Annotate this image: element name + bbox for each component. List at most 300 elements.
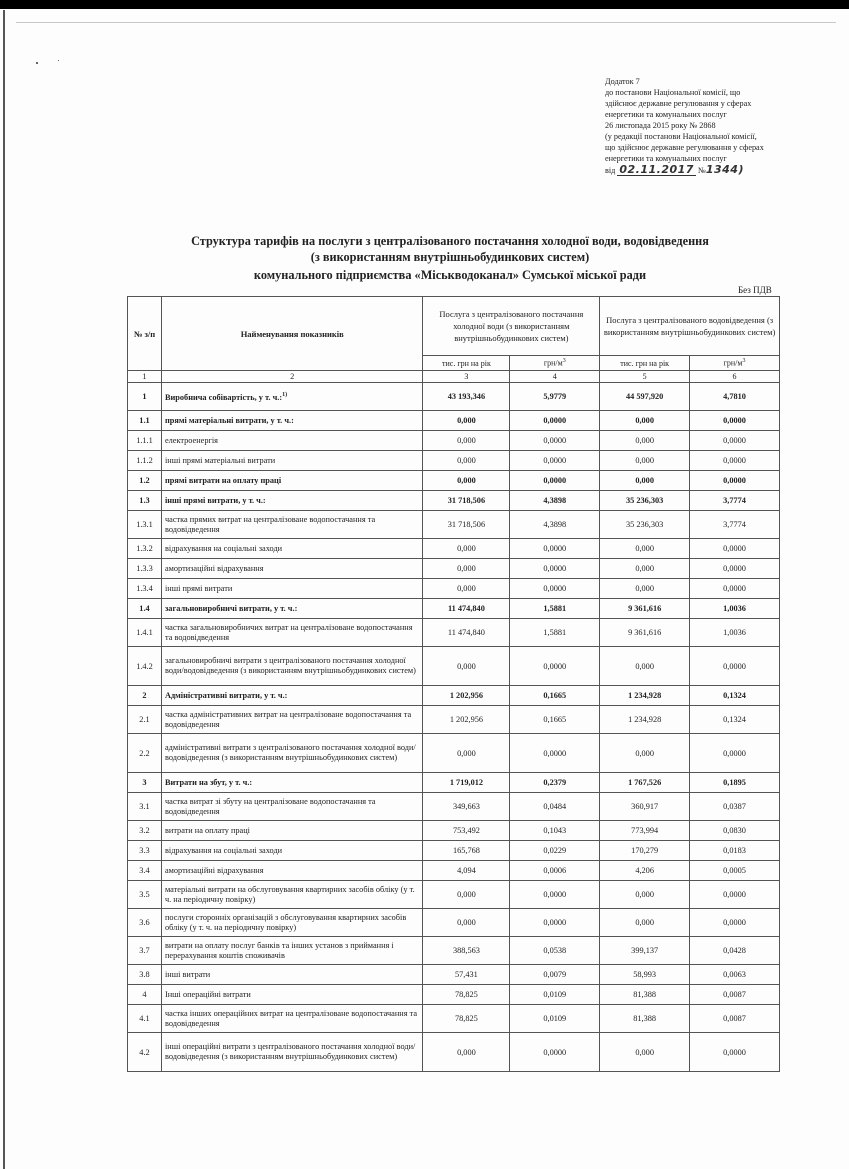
row-code-text: 2.1 bbox=[139, 715, 150, 724]
water-thousand-uah-per-year bbox=[423, 539, 510, 559]
row-name bbox=[161, 579, 423, 599]
sewage-thousand-uah-per-year bbox=[600, 909, 690, 937]
scan-speck bbox=[36, 62, 38, 64]
water-thousand-uah-per-year-text: 753,492 bbox=[452, 826, 480, 835]
sewage-thousand-uah-per-year-text: 399,137 bbox=[631, 946, 659, 955]
water-uah-per-m3 bbox=[510, 411, 600, 431]
water-uah-per-m3-text: 0,0109 bbox=[543, 1014, 567, 1023]
water-uah-per-m3 bbox=[510, 491, 600, 511]
col-number: 3 bbox=[423, 371, 510, 383]
water-thousand-uah-per-year-text: 0,000 bbox=[457, 918, 476, 927]
water-thousand-uah-per-year bbox=[423, 511, 510, 539]
row-name-text: Інші операційні витрати bbox=[164, 989, 251, 999]
row-code bbox=[128, 909, 162, 937]
row-name bbox=[161, 383, 423, 411]
sewage-uah-per-m3 bbox=[690, 451, 780, 471]
row-name-text: загальновиробничі витрати з централізованого постачання холодної води/водовідведення (з використанням внутрішньобудинкових систем) bbox=[164, 656, 416, 675]
water-thousand-uah-per-year bbox=[423, 965, 510, 985]
sewage-uah-per-m3 bbox=[690, 909, 780, 937]
water-uah-per-m3-text: 0,0000 bbox=[543, 456, 567, 465]
row-code bbox=[128, 619, 162, 647]
row-code-text: 3.7 bbox=[139, 946, 150, 955]
col-number: 2 bbox=[161, 371, 423, 383]
water-thousand-uah-per-year-text: 1 202,956 bbox=[449, 715, 484, 724]
water-thousand-uah-per-year bbox=[423, 1005, 510, 1033]
row-name bbox=[161, 909, 423, 937]
water-thousand-uah-per-year-text: 0,000 bbox=[457, 456, 476, 465]
sewage-uah-per-m3-text: 0,0000 bbox=[723, 416, 746, 425]
row-name-text: прямі витрати на оплату праці bbox=[164, 475, 282, 485]
appendix-line: здійснює державне регулювання у сферах bbox=[605, 99, 752, 108]
water-thousand-uah-per-year bbox=[423, 431, 510, 451]
water-uah-per-m3 bbox=[510, 773, 600, 793]
table-row bbox=[128, 965, 780, 985]
water-thousand-uah-per-year-text: 0,000 bbox=[457, 1047, 476, 1057]
row-name-text: інші операційні витрати з централізованого постачання холодної води/водовідведення (з використанням внутрішньобудинкових систем) bbox=[164, 1042, 416, 1061]
sewage-thousand-uah-per-year-text: 0,000 bbox=[635, 416, 654, 425]
appendix-line: енергетики та комунальних послуг bbox=[605, 154, 727, 163]
table-row bbox=[128, 881, 780, 909]
sewage-thousand-uah-per-year bbox=[600, 491, 690, 511]
row-name-text: інші витрати bbox=[164, 969, 211, 979]
row-name bbox=[161, 881, 423, 909]
sewage-thousand-uah-per-year bbox=[600, 599, 690, 619]
sewage-thousand-uah-per-year bbox=[600, 965, 690, 985]
water-thousand-uah-per-year-text: 78,825 bbox=[455, 990, 478, 999]
water-uah-per-m3 bbox=[510, 1005, 600, 1033]
water-uah-per-m3-text: 0,0000 bbox=[543, 544, 567, 553]
water-uah-per-m3-text: 0,0229 bbox=[543, 846, 567, 855]
sewage-thousand-uah-per-year bbox=[600, 937, 690, 965]
water-thousand-uah-per-year bbox=[423, 706, 510, 734]
sewage-thousand-uah-per-year-text: 35 236,303 bbox=[625, 520, 664, 529]
row-code bbox=[128, 985, 162, 1005]
row-name bbox=[161, 647, 423, 686]
sewage-uah-per-m3 bbox=[690, 881, 780, 909]
sewage-thousand-uah-per-year-text: 1 767,526 bbox=[628, 778, 662, 787]
appendix-line: енергетики та комунальних послуг bbox=[605, 110, 727, 119]
row-name bbox=[161, 937, 423, 965]
row-name bbox=[161, 471, 423, 491]
sewage-thousand-uah-per-year-text: 0,000 bbox=[635, 564, 654, 573]
row-code-text: 1.3.1 bbox=[136, 520, 153, 529]
sewage-uah-per-m3-text: 3,7774 bbox=[723, 520, 746, 529]
row-code-text: 1.3.4 bbox=[136, 584, 153, 593]
sewage-uah-per-m3-text: 0,1895 bbox=[723, 778, 746, 787]
water-thousand-uah-per-year-text: 1 719,012 bbox=[449, 778, 484, 787]
sewage-thousand-uah-per-year bbox=[600, 985, 690, 1005]
row-name bbox=[161, 793, 423, 821]
appendix-line: до постанови Національної комісії, що bbox=[605, 88, 741, 97]
row-code bbox=[128, 491, 162, 511]
row-name-text: відрахування на соціальні заходи bbox=[164, 543, 283, 553]
sewage-uah-per-m3-text: 0,1324 bbox=[723, 715, 746, 724]
water-uah-per-m3-text: 0,0000 bbox=[543, 748, 567, 758]
sewage-uah-per-m3-text: 0,0000 bbox=[723, 918, 746, 927]
sewage-uah-per-m3 bbox=[690, 937, 780, 965]
water-uah-per-m3 bbox=[510, 579, 600, 599]
sewage-thousand-uah-per-year bbox=[600, 471, 690, 491]
water-thousand-uah-per-year-text: 0,000 bbox=[457, 416, 476, 425]
sewage-uah-per-m3-text: 0,0183 bbox=[723, 846, 746, 855]
row-name-text: Витрати на збут, у т. ч.: bbox=[164, 777, 253, 787]
water-uah-per-m3 bbox=[510, 734, 600, 773]
header-group-sewage: Послуга з централізованого водовідведення (з використанням внутрішньобудинкових систем) bbox=[600, 297, 780, 356]
sewage-uah-per-m3 bbox=[690, 985, 780, 1005]
unit-m3-text: грн/м bbox=[543, 358, 563, 368]
col-number: 6 bbox=[690, 371, 780, 383]
water-uah-per-m3 bbox=[510, 965, 600, 985]
row-name bbox=[161, 706, 423, 734]
row-name bbox=[161, 559, 423, 579]
sewage-thousand-uah-per-year bbox=[600, 881, 690, 909]
water-uah-per-m3-text: 0,0000 bbox=[543, 476, 567, 485]
water-thousand-uah-per-year bbox=[423, 861, 510, 881]
sewage-thousand-uah-per-year-text: 170,279 bbox=[631, 846, 659, 855]
row-code bbox=[128, 1005, 162, 1033]
sewage-thousand-uah-per-year bbox=[600, 411, 690, 431]
table-row bbox=[128, 985, 780, 1005]
water-thousand-uah-per-year-text: 165,768 bbox=[452, 846, 480, 855]
row-name bbox=[161, 686, 423, 706]
water-uah-per-m3-text: 0,2379 bbox=[543, 778, 567, 787]
water-uah-per-m3-text: 0,0000 bbox=[543, 1047, 567, 1057]
header-number: № з/п bbox=[128, 297, 162, 371]
enterprise-name: комунального підприємства «Міськводоканал» Сумської міської ради bbox=[253, 268, 647, 282]
sewage-uah-per-m3 bbox=[690, 821, 780, 841]
sewage-uah-per-m3 bbox=[690, 383, 780, 411]
sewage-thousand-uah-per-year-text: 9 361,616 bbox=[628, 604, 662, 613]
unit-m3-text: грн/м bbox=[723, 358, 743, 368]
sewage-uah-per-m3-text: 3,7774 bbox=[723, 496, 746, 505]
table-row bbox=[128, 511, 780, 539]
water-thousand-uah-per-year-text: 4,094 bbox=[457, 866, 476, 875]
sewage-uah-per-m3 bbox=[690, 686, 780, 706]
sewage-thousand-uah-per-year bbox=[600, 559, 690, 579]
water-uah-per-m3 bbox=[510, 881, 600, 909]
row-code bbox=[128, 559, 162, 579]
sewage-uah-per-m3-text: 0,0000 bbox=[723, 661, 746, 671]
row-code bbox=[128, 647, 162, 686]
row-name bbox=[161, 965, 423, 985]
sewage-thousand-uah-per-year-text: 773,994 bbox=[631, 826, 659, 835]
document-subtitle: (з використанням внутрішньобудинкових систем) bbox=[310, 250, 590, 264]
row-code-text: 1.4.1 bbox=[136, 628, 153, 637]
water-thousand-uah-per-year-text: 0,000 bbox=[457, 544, 476, 553]
date-prefix: від bbox=[605, 166, 616, 175]
water-uah-per-m3-text: 0,0006 bbox=[543, 866, 567, 875]
sewage-thousand-uah-per-year-text: 0,000 bbox=[635, 436, 654, 445]
row-code bbox=[128, 773, 162, 793]
sewage-thousand-uah-per-year bbox=[600, 861, 690, 881]
header-unit-year: тис. грн на рік bbox=[600, 356, 690, 371]
water-thousand-uah-per-year bbox=[423, 619, 510, 647]
sewage-thousand-uah-per-year bbox=[600, 734, 690, 773]
sewage-uah-per-m3-text: 1,0036 bbox=[723, 604, 746, 613]
sewage-uah-per-m3 bbox=[690, 647, 780, 686]
water-uah-per-m3-text: 0,0000 bbox=[543, 584, 567, 593]
row-code bbox=[128, 734, 162, 773]
water-thousand-uah-per-year bbox=[423, 821, 510, 841]
water-uah-per-m3 bbox=[510, 451, 600, 471]
appendix-line: (у редакції постанови Національної комісії, bbox=[605, 132, 757, 141]
sewage-thousand-uah-per-year-text: 0,000 bbox=[635, 1047, 654, 1057]
row-code-text: 2.2 bbox=[139, 748, 150, 758]
water-thousand-uah-per-year-text: 0,000 bbox=[457, 661, 476, 671]
row-code bbox=[128, 965, 162, 985]
table-row bbox=[128, 471, 780, 491]
sewage-uah-per-m3-text: 0,1324 bbox=[723, 691, 746, 700]
appendix-line: 26 листопада 2015 року № 2868 bbox=[605, 121, 716, 130]
sewage-uah-per-m3-text: 0,0000 bbox=[723, 584, 746, 593]
header-group-water: Послуга з централізованого постачання холодної води (з використанням внутрішньобудинкових систем) bbox=[423, 297, 600, 356]
table-header-row bbox=[128, 297, 780, 356]
appendix-line: що здійснює державне регулювання у сферах bbox=[605, 143, 764, 152]
sewage-uah-per-m3-text: 0,0000 bbox=[723, 476, 746, 485]
sewage-uah-per-m3-text: 0,0000 bbox=[723, 436, 746, 445]
unit-m3-sup: 3 bbox=[562, 358, 566, 365]
header-unit-m3 bbox=[510, 356, 600, 371]
sewage-uah-per-m3 bbox=[690, 411, 780, 431]
table-row bbox=[128, 1033, 780, 1072]
water-uah-per-m3-text: 1,5881 bbox=[543, 628, 567, 637]
water-thousand-uah-per-year bbox=[423, 383, 510, 411]
handwritten-date: 02.11.2017 bbox=[619, 163, 694, 176]
sewage-thousand-uah-per-year-text: 0,000 bbox=[635, 918, 654, 927]
water-thousand-uah-per-year bbox=[423, 881, 510, 909]
water-uah-per-m3-text: 0,0079 bbox=[543, 970, 567, 979]
header-name: Найменування показників bbox=[161, 297, 423, 371]
row-code bbox=[128, 599, 162, 619]
sewage-uah-per-m3 bbox=[690, 559, 780, 579]
water-thousand-uah-per-year bbox=[423, 411, 510, 431]
water-thousand-uah-per-year-text: 43 193,346 bbox=[447, 392, 486, 401]
water-uah-per-m3-text: 0,1665 bbox=[543, 691, 567, 700]
table-row bbox=[128, 773, 780, 793]
water-thousand-uah-per-year bbox=[423, 491, 510, 511]
sewage-uah-per-m3-text: 0,0830 bbox=[723, 826, 746, 835]
water-uah-per-m3-text: 0,0000 bbox=[543, 890, 567, 899]
sewage-uah-per-m3-text: 0,0000 bbox=[723, 1047, 746, 1057]
table-row bbox=[128, 686, 780, 706]
sewage-thousand-uah-per-year-text: 0,000 bbox=[635, 748, 654, 758]
appendix-note bbox=[605, 76, 805, 176]
row-code-text: 1.2 bbox=[139, 476, 150, 485]
row-code bbox=[128, 383, 162, 411]
sewage-thousand-uah-per-year bbox=[600, 841, 690, 861]
row-code bbox=[128, 471, 162, 491]
row-code-text: 1 bbox=[142, 392, 147, 401]
sewage-uah-per-m3 bbox=[690, 706, 780, 734]
water-uah-per-m3 bbox=[510, 511, 600, 539]
table-row bbox=[128, 706, 780, 734]
row-name-text: відрахування на соціальні заходи bbox=[164, 845, 283, 855]
water-thousand-uah-per-year-text: 31 718,506 bbox=[447, 520, 486, 529]
row-code-text: 3.1 bbox=[139, 802, 150, 811]
row-code bbox=[128, 431, 162, 451]
water-uah-per-m3-text: 0,0000 bbox=[543, 436, 567, 445]
scan-fold-line bbox=[16, 22, 836, 23]
unit-m3-sup: 3 bbox=[742, 358, 746, 365]
water-uah-per-m3-text: 0,0538 bbox=[543, 946, 567, 955]
table-row bbox=[128, 647, 780, 686]
water-uah-per-m3 bbox=[510, 686, 600, 706]
row-name bbox=[161, 491, 423, 511]
water-uah-per-m3-text: 4,3898 bbox=[543, 496, 567, 505]
water-thousand-uah-per-year-text: 11 474,840 bbox=[447, 604, 485, 613]
row-name bbox=[161, 1033, 423, 1072]
row-code bbox=[128, 937, 162, 965]
sewage-thousand-uah-per-year bbox=[600, 821, 690, 841]
water-thousand-uah-per-year bbox=[423, 1033, 510, 1072]
sewage-uah-per-m3 bbox=[690, 1005, 780, 1033]
sewage-thousand-uah-per-year bbox=[600, 773, 690, 793]
row-name-text: Адміністративні витрати, у т. ч.: bbox=[164, 690, 288, 700]
water-uah-per-m3 bbox=[510, 985, 600, 1005]
col-number: 5 bbox=[600, 371, 690, 383]
water-uah-per-m3-text: 0,0109 bbox=[543, 990, 567, 999]
sewage-uah-per-m3-text: 1,0036 bbox=[723, 628, 746, 637]
footnote-marker: 1) bbox=[282, 392, 288, 399]
sewage-uah-per-m3 bbox=[690, 491, 780, 511]
table-row bbox=[128, 579, 780, 599]
water-uah-per-m3 bbox=[510, 431, 600, 451]
row-name bbox=[161, 821, 423, 841]
water-uah-per-m3-text: 5,9779 bbox=[543, 392, 567, 401]
row-code-text: 3.4 bbox=[139, 866, 150, 875]
water-uah-per-m3-text: 0,0000 bbox=[543, 661, 567, 671]
table-row bbox=[128, 411, 780, 431]
table-row bbox=[128, 861, 780, 881]
sewage-thousand-uah-per-year bbox=[600, 706, 690, 734]
row-code bbox=[128, 686, 162, 706]
row-name-text: послуги сторонніх організацій з обслуговування квартирних засобів обліку (у т. ч. на періодичну повірку) bbox=[164, 912, 407, 932]
water-thousand-uah-per-year-text: 1 202,956 bbox=[449, 691, 484, 700]
sewage-uah-per-m3-text: 0,0000 bbox=[723, 748, 746, 758]
sewage-uah-per-m3 bbox=[690, 734, 780, 773]
table-row bbox=[128, 793, 780, 821]
water-uah-per-m3 bbox=[510, 821, 600, 841]
water-thousand-uah-per-year bbox=[423, 937, 510, 965]
water-uah-per-m3 bbox=[510, 861, 600, 881]
closing-paren: ) bbox=[738, 163, 744, 176]
water-uah-per-m3-text: 1,5881 bbox=[543, 604, 567, 613]
table-row bbox=[128, 559, 780, 579]
scan-speck bbox=[58, 60, 59, 61]
row-name-text: витрати на оплату послуг банків та інших установ з приймання і перерахування коштів споживачів bbox=[164, 940, 394, 960]
table-row bbox=[128, 431, 780, 451]
row-name-text: загальновиробничі витрати, у т. ч.: bbox=[164, 603, 298, 613]
sewage-uah-per-m3-text: 0,0000 bbox=[723, 456, 746, 465]
table-row bbox=[128, 821, 780, 841]
sewage-uah-per-m3 bbox=[690, 431, 780, 451]
sewage-thousand-uah-per-year-text: 81,388 bbox=[633, 1014, 657, 1023]
sewage-thousand-uah-per-year bbox=[600, 431, 690, 451]
row-code-text: 4 bbox=[142, 990, 147, 999]
row-name-text: амортизаційні відрахування bbox=[164, 563, 264, 573]
table-row bbox=[128, 619, 780, 647]
water-uah-per-m3 bbox=[510, 599, 600, 619]
row-code-text: 3.5 bbox=[139, 890, 150, 899]
row-code-text: 1.4.2 bbox=[136, 661, 153, 671]
row-name bbox=[161, 841, 423, 861]
water-uah-per-m3 bbox=[510, 909, 600, 937]
water-thousand-uah-per-year bbox=[423, 793, 510, 821]
table-column-numbers-row bbox=[128, 371, 780, 383]
row-name-text: матеріальні витрати на обслуговування квартирних засобів обліку (у т. ч. на періодичну повірку) bbox=[164, 884, 415, 904]
row-name bbox=[161, 511, 423, 539]
row-name-text: частка загальновиробничих витрат на централізоване водопостачання та водовідведення bbox=[164, 622, 413, 642]
row-name-text: частка адміністративних витрат на централізоване водопостачання та водовідведення bbox=[164, 709, 412, 729]
water-thousand-uah-per-year bbox=[423, 471, 510, 491]
water-thousand-uah-per-year-text: 0,000 bbox=[457, 436, 476, 445]
row-code-text: 1.4 bbox=[139, 604, 150, 613]
col-number: 4 bbox=[510, 371, 600, 383]
row-name-text: прямі матеріальні витрати, у т. ч.: bbox=[164, 415, 294, 425]
sewage-thousand-uah-per-year-text: 0,000 bbox=[635, 584, 654, 593]
row-code bbox=[128, 821, 162, 841]
sewage-uah-per-m3-text: 0,0087 bbox=[723, 1014, 746, 1023]
sewage-thousand-uah-per-year-text: 58,993 bbox=[633, 970, 657, 979]
sewage-thousand-uah-per-year bbox=[600, 1005, 690, 1033]
row-code-text: 3 bbox=[142, 778, 147, 787]
row-code-text: 4.1 bbox=[139, 1014, 150, 1023]
sewage-uah-per-m3 bbox=[690, 511, 780, 539]
water-uah-per-m3-text: 0,0000 bbox=[543, 918, 567, 927]
sewage-uah-per-m3 bbox=[690, 841, 780, 861]
water-uah-per-m3 bbox=[510, 1033, 600, 1072]
sewage-uah-per-m3 bbox=[690, 539, 780, 559]
row-name bbox=[161, 1005, 423, 1033]
water-thousand-uah-per-year-text: 78,825 bbox=[455, 1014, 478, 1023]
row-name bbox=[161, 773, 423, 793]
row-name-text: амортизаційні відрахування bbox=[164, 865, 264, 875]
water-uah-per-m3 bbox=[510, 647, 600, 686]
sewage-uah-per-m3 bbox=[690, 619, 780, 647]
row-name-text: частка витрат зі збуту на централізоване водопостачання та водовідведення bbox=[164, 796, 376, 816]
sewage-uah-per-m3 bbox=[690, 861, 780, 881]
table-row bbox=[128, 539, 780, 559]
sewage-thousand-uah-per-year-text: 1 234,928 bbox=[628, 715, 662, 724]
row-code bbox=[128, 539, 162, 559]
row-name bbox=[161, 619, 423, 647]
table-row bbox=[128, 841, 780, 861]
water-uah-per-m3 bbox=[510, 937, 600, 965]
row-code bbox=[128, 793, 162, 821]
sewage-uah-per-m3-text: 4,7810 bbox=[723, 392, 746, 401]
row-code bbox=[128, 1033, 162, 1072]
row-name-text: Виробнича собівартість, у т. ч.: bbox=[164, 392, 283, 402]
row-code-text: 1.3 bbox=[139, 496, 150, 505]
row-code bbox=[128, 451, 162, 471]
sewage-thousand-uah-per-year bbox=[600, 511, 690, 539]
sewage-thousand-uah-per-year-text: 0,000 bbox=[635, 544, 654, 553]
row-code bbox=[128, 841, 162, 861]
sewage-thousand-uah-per-year bbox=[600, 451, 690, 471]
row-code-text: 1.1.1 bbox=[136, 436, 153, 445]
water-uah-per-m3 bbox=[510, 383, 600, 411]
water-uah-per-m3 bbox=[510, 841, 600, 861]
sewage-uah-per-m3-text: 0,0087 bbox=[723, 990, 746, 999]
row-name-text: інші прямі матеріальні витрати bbox=[164, 455, 276, 465]
document-title: Структура тарифів на послуги з централізованого постачання холодної води, водовідведення bbox=[191, 234, 709, 248]
sewage-thousand-uah-per-year-text: 9 361,616 bbox=[628, 628, 662, 637]
water-thousand-uah-per-year-text: 57,431 bbox=[455, 970, 478, 979]
sewage-thousand-uah-per-year-text: 4,206 bbox=[635, 866, 654, 875]
sewage-thousand-uah-per-year bbox=[600, 539, 690, 559]
tariff-structure-table bbox=[127, 296, 780, 1072]
handwritten-number: 1344 bbox=[705, 163, 739, 176]
